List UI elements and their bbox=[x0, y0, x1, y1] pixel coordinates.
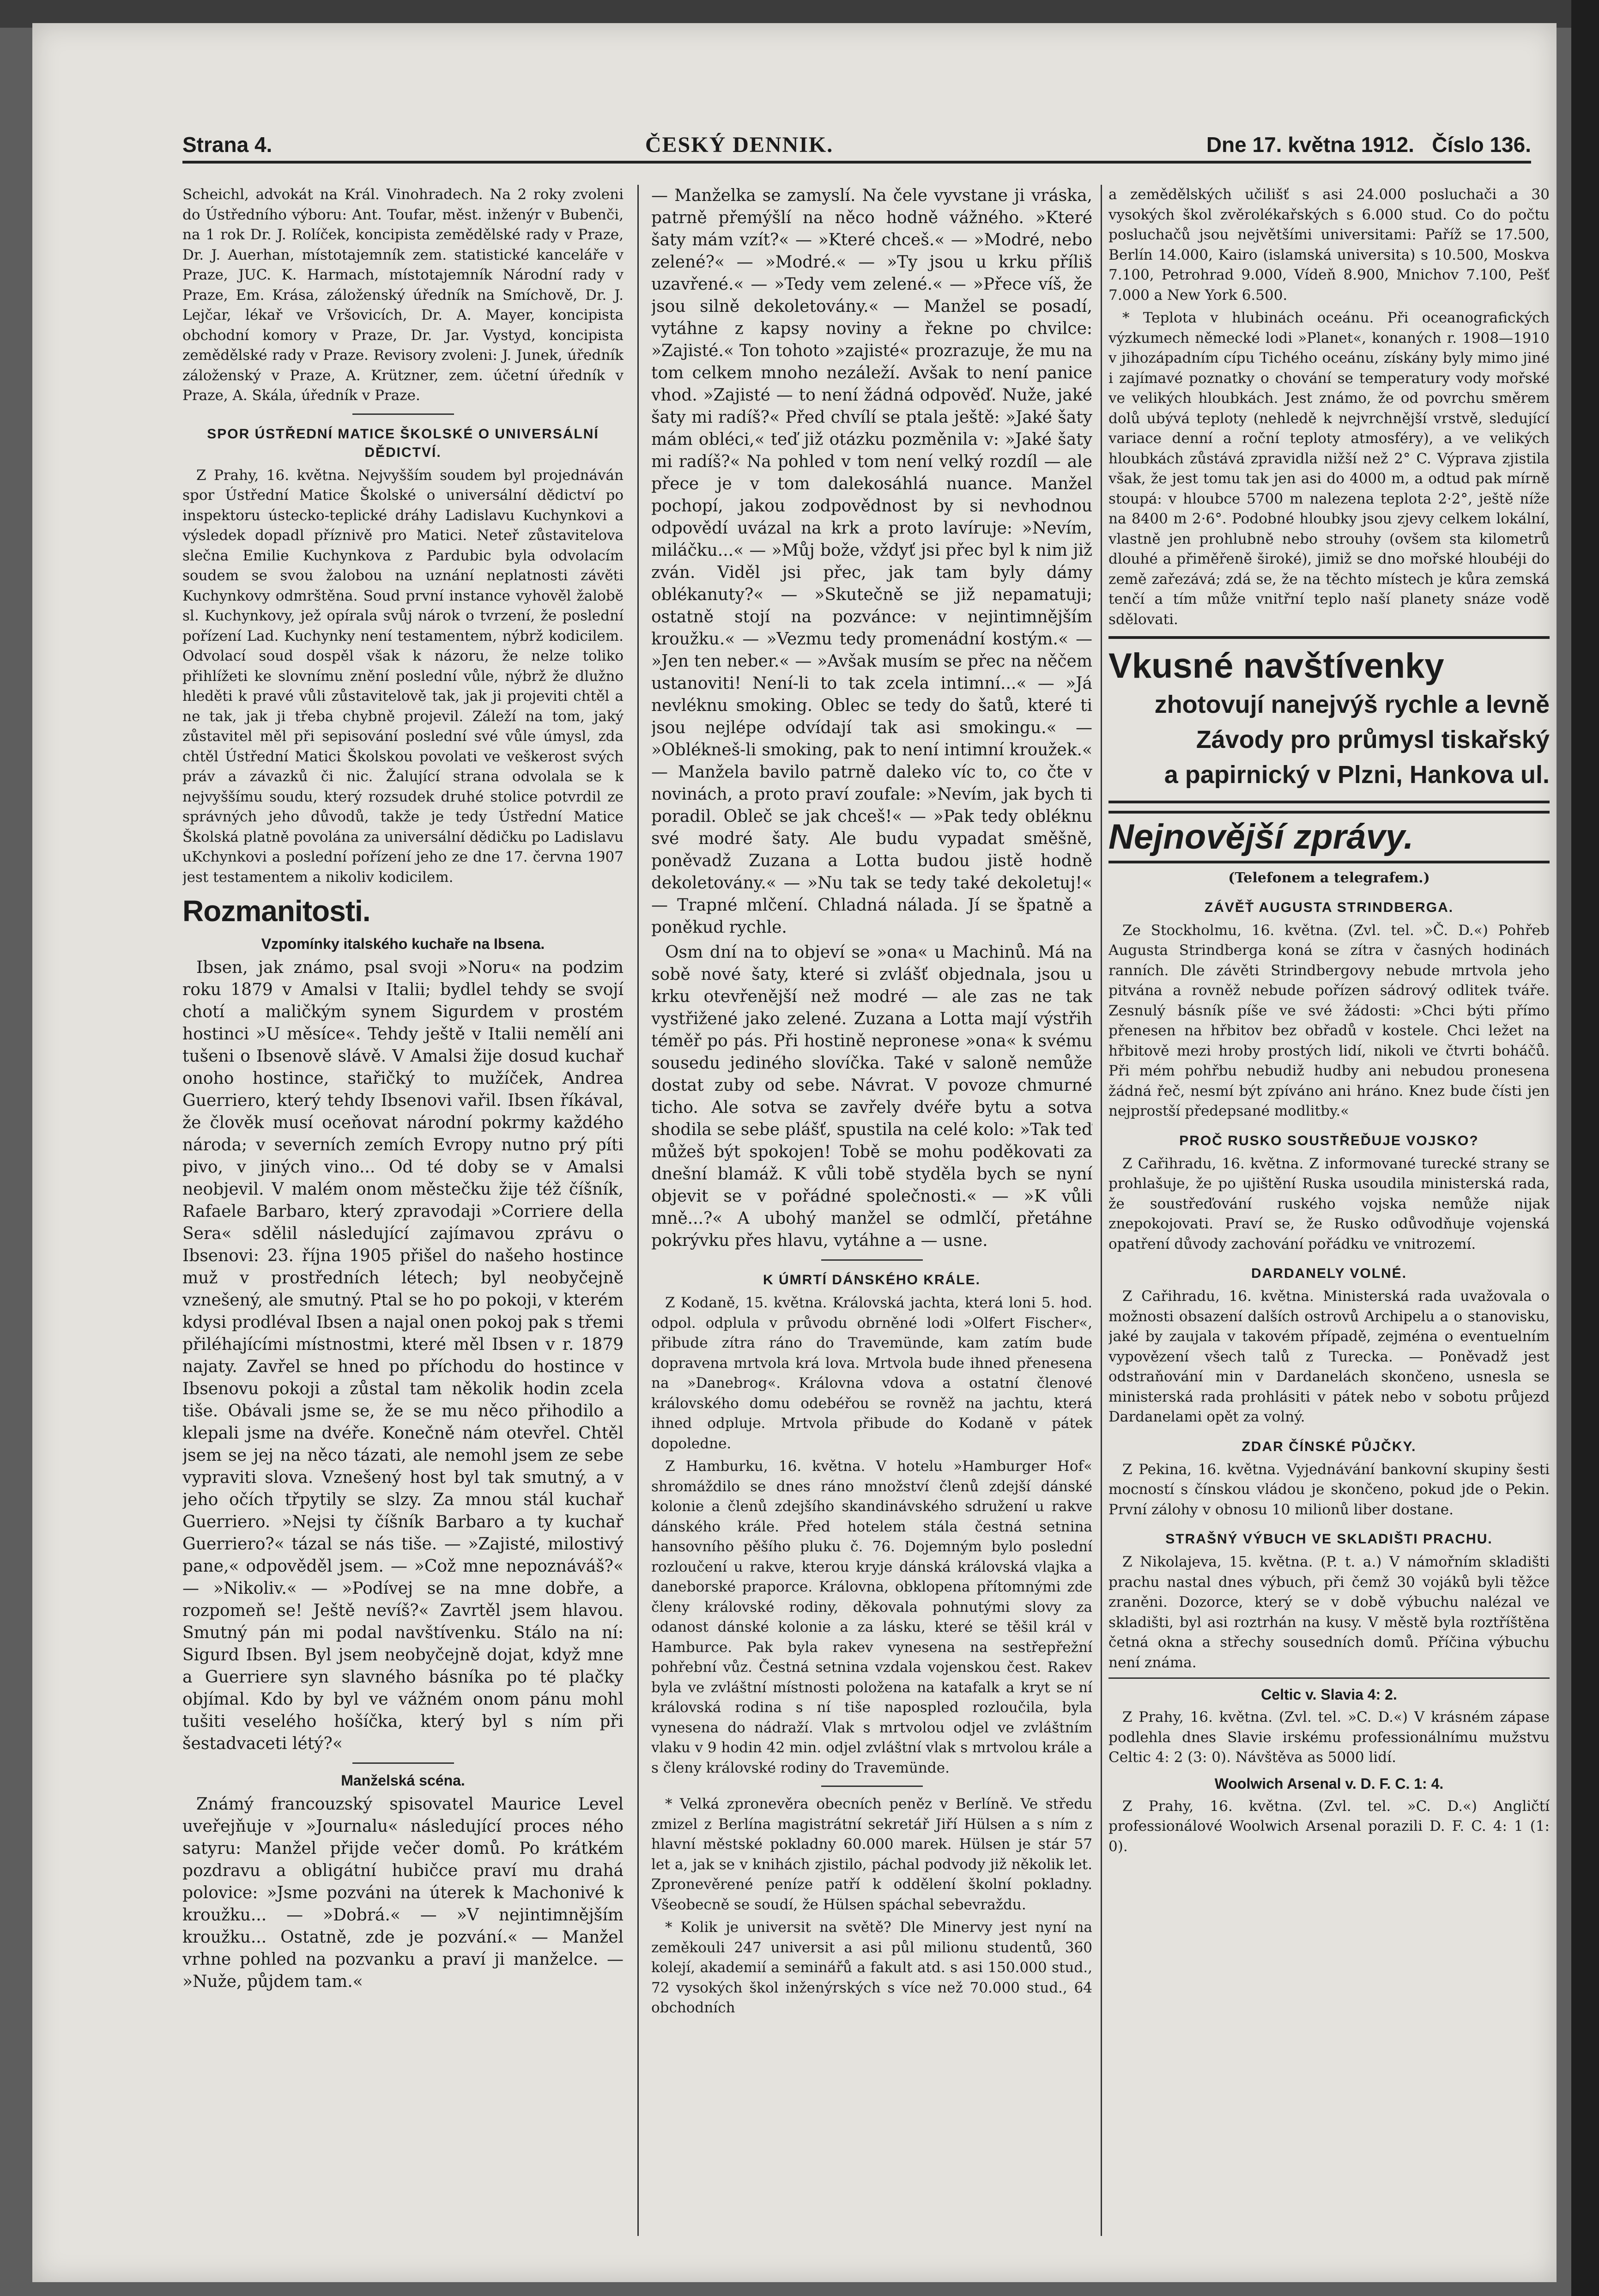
page-header bbox=[182, 128, 1531, 164]
column-rule-2 bbox=[1101, 185, 1102, 2236]
paragraph: Z Kodaně, 15. května. Královská jachta, která loni 5. hod. odpol. odplula v průvodu obrněné lodi »Olfert Fischer«, přibude zítra ráno do Travemünde, kam zatím bude dopravena mrtvola krá lova. Mrtvola bude ihned přenesena na »Danebrog«. Královna vdova a ostatní členové královského domu odebéřou se rovněž na jachtu, která ihned odpluje. Mrtvola přibude do Kodaně v pátek dopoledne. bbox=[651, 1294, 1092, 1452]
paragraph: Z Prahy, 16. května. (Zvl. tel. »C. D.«) V krásném zápase podlehla dnes Slavie irskému professionálnímu mužstvu Celtic 4: 2 (3: 0). Návštěva as 5000 lidí. bbox=[1108, 1709, 1550, 1766]
paragraph: Z Hamburku, 16. května. V hotelu »Hamburger Hof« shromáždilo se dnes ráno množství členů zdejší dánské kolonie a členů zdejšího skandinávského sdružení u rakve dánského krále. Před hotelem stála čestná setnina hansovního pěšího pluku č. 76. Dojemným bylo poslední rozloučení u rakve, kterou kryje dánská královská vlajka a daneborské praporce. Královna, obklopena přítomnými zde členy královské rodiny, děkovala pohnutými slovy za odanost dánské kolonie a za lásku, které se těšil král v Hamburce. Pak byla rakev vynesena na sestřepřežní pohřební vůz. Čestná setnina vzdala vojenskou čest. Rakev byla ve zvláštní místnosti položena na katafalk a kryt se ní královská rodina s ní tiše napospled rozloučila, byla vynesena do nádraží. Vlak s mrtvolou odjel ve zvláštním vlaku v 9 hodin 42 min. odjel zvláštní vlak s mrtvolou krále a s členy královské rodiny do Travemünde. bbox=[651, 1458, 1092, 1776]
ad-title: Vkusné navštívenky bbox=[1108, 646, 1444, 686]
divider bbox=[352, 413, 454, 415]
paragraph: Z Nikolajeva, 15. května. (P. t. a.) V námořním skladišti prachu nastal dnes výbuch, při čemž 30 vojáků byli těžce zraněni. Dozorce, který se v době výbuchu nalézal ve skladišti, byl asi roztrhán na kusy. V městě byla roztříštěna četná okna a střechy sousedních domů. Příčina výbuchu není známa. bbox=[1108, 1554, 1550, 1671]
column-2 bbox=[651, 185, 1092, 2241]
column-1 bbox=[182, 185, 624, 2241]
section-subtitle: (Telefonem a telegrafem.) bbox=[1228, 870, 1430, 886]
paragraph: Z Cařihradu, 16. května. Ministerská rada uvažovala o možnosti obsazení dalších ostrovů Archipelu a o stanovisku, jaké by zaujala v takovém případě, zejména o eventuelním vypovězení všech talů z Turecka. — Poněvadž jest odstraňování min v Dardanelách skončeno, usnesla se ministerská rada prohlásiti v pátek nebo v sobotu průjezd Dardanelami opět za volný. bbox=[1108, 1288, 1550, 1425]
paragraph: * Kolik je universit na světě? Dle Minervy jest nyní na zeměkouli 247 universit a asi půl milionu studentů, 360 kolejí, akademií a seminářů a fakult atd. s asi 150.000 stud., 72 vysokých škol inženýrských s více než 70.000 stud., 64 obchodních bbox=[651, 1919, 1092, 2016]
paragraph: Z Prahy, 16. května. (Zvl. tel. »C. D.«) Angličtí professionálové Woolwich Arsenal porazili D. F. C. 4: 1 (1: 0). bbox=[1108, 1798, 1550, 1855]
divider bbox=[1108, 1677, 1550, 1679]
divider bbox=[352, 1762, 454, 1764]
column-3 bbox=[1108, 185, 1550, 2241]
paragraph: Z Prahy, 16. května. Nejvyšším soudem byl projednáván spor Ústřední Matice Školské o universální dědictví po inspektoru ústecko-teplické dráhy Ladislavu Kuchynkovi a výsledek dopadl příznivě pro Matici. Neteř zůstavitelova slečna Emilie Kuchynkova z Pardubic byla odvolacím soudem se svou žalobou na uznání neplatnosti závěti Kuchynkovy odmrštěna. Soud první instance vyhověl žalobě sl. Kuchynkovy, jež opírala svůj nárok o tvrzení, že poslední pořízení Lad. Kuchynky není testamentem, nýbrž kodicilem. Odvolací soud dospěl však k názoru, že nelze toliko přihlížeti ke slovnímu znění poslední vůle, nýbrž že dlužno hleděti k pravé vůli zůstavitelově tak, jak ji projeviti chtěl a ne tak, jak ji třeba chybně projevil. Záleží na tom, jaký zůstavitel měl při sepisování poslední své vůle úmysl, zda chtěl Ústřední Matici Školskou povolati ve veškerost svých práv a závazků či nic. Žalující strana odvolala se k nejvyššímu soudu, který rozsudek druhé stolice potvrdil ze správných jeho důvodů, takže je tedy Ústřední Matice Školská platně povolána za universální dědičku po Ladislavu uKchynkovi a poslední pořízení jeho ze dne 17. června 1907 jest testamentem a nikoliv kodicilem. bbox=[182, 467, 624, 886]
article-heading: K ÚMRTÍ DÁNSKÉHO KRÁLE. bbox=[763, 1272, 981, 1288]
article-heading: DARDANELY VOLNÉ. bbox=[1251, 1266, 1407, 1281]
column-rule-1 bbox=[637, 185, 639, 2236]
paragraph: Ze Stockholmu, 16. května. (Zvl. tel. »Č. D.«) Pohřeb Augusta Strindberga koná se zítra v časných hodinách ranních. Dle závěti Strindbergovy nebude mrtvola jeho pitvána a rovněž nebude pořízen sádrový odlitek tváře. Zesnulý básník píše ve své žádosti: »Chci býti přímo přenesen na hřbitov bez obřadů v kostele. Chci ležet na hřbitově mezi hroby prostých lidí, nikoli ve čtvrti boháčů. Při mém pohřbu nebudiž hudby ani nebudou pronesena žádná řeč, nesmí být zpíváno ani hráno. Knez bude čísti jen nejprostší předepsané modlitby.« bbox=[1108, 922, 1550, 1119]
paragraph: Z Cařihradu, 16. května. Z informované turecké strany se prohlašuje, že po ujištění Ruska usoudila ministerská rada, že soustřeďování ruského vojska nemůže nijak znepokojovati. Praví se, že Rusko odůvodňuje vojenská opatření důvody zachování pořádku ve vnitrozemí. bbox=[1108, 1155, 1550, 1252]
ad-line: zhotovují nanejvýš rychle a levně bbox=[1154, 691, 1550, 718]
newspaper-title: ČESKÝ DENNIK. bbox=[645, 132, 834, 157]
divider bbox=[821, 1259, 923, 1261]
article-heading: PROČ RUSKO SOUSTŘEĎUJE VOJSKO? bbox=[1179, 1133, 1479, 1148]
scan-right-edge bbox=[1571, 0, 1599, 2296]
advertisement bbox=[1108, 636, 1550, 803]
paragraph: — Manželka se zamyslí. Na čele vyvstane ji vráska, patrně přemýšlí na něco hodně vážného. »Které šaty mám vzít?« — »Které chceš.« — »Modré, nebo zelené?« — »Modré.« — »Ty jsou u krku příliš uzavřené.« — »Tedy vem zelené.« — »Přece víš, že jsou silně dekoletovány.« — Manžel se posadí, vytáhne z kapsy noviny a řekne po chvilce: »Zajisté.« Ton tohoto »zajisté« prozrazuje, že mu na tom celkem mnoho nezáleží. Avšak to není panice vhod. »Zajisté — to není žádná odpověď. Nuže, jaké šaty mi radíš?« Před chvílí se ptala ještě: »Jaké šaty mám obléci,« teď již otázku pozměnila v: »Jaké šaty mi radíš?« Na pohled v tom není velký rozdíl — ale přece je v tom dalekosáhlá nuance. Manžel pochopí, jakou zodpovědnost by si nevhodnou odpovědí uvázal na krk a proto lavíruje: »Nevím, miláčku...« — »Můj bože, vždyť jsi přec byl k nim již zván. Viděl jsi přec, jak tam byly dámy oblékanuty?« — »Skutečně se již nepamatuji; ostatně stojí na pozvánce: v nejintimnějším kroužku.« — »Vezmu tedy promenádní kostým.« — »Jen ten neber.« — »Avšak musím se přec na něčem ustanoviti! Není-li to tak zcela intimní...« — »Já nevléknu smoking. Oblec se tedy do šatů, které ti jsou nejlépe odvídají tak asi smokingu.« — »Oblékneš-li smoking, pak to není intimní kroužek.« — Manžela bavilo patrně daleko víc to, co čte v novinách, a proto praví zoufale: »Nevím, jak bych ti poradil. Obleč se jak chceš!« — »Pak tedy obléknu své modré šaty. Ale budu vypadat směšně, poněvadž Zuzana a Lotta budou jistě hodně dekoletovány.« — »Nu tak se tedy také dekoletuj!« — Trapné mlčení. Chladná nálada. Jí se špatně a poněkud rychle. bbox=[651, 186, 1092, 937]
ad-line: a papirnický v Plzni, Hankova ul. bbox=[1164, 761, 1550, 789]
article-heading: Vzpomínky italského kuchaře na Ibsena. bbox=[261, 935, 545, 952]
article-heading: ZÁVĚŤ AUGUSTA STRINDBERGA. bbox=[1204, 899, 1454, 915]
divider bbox=[821, 1786, 923, 1787]
issue-number: Číslo 136. bbox=[1432, 133, 1531, 157]
section-title: Nejnovější zprávy. bbox=[1108, 811, 1550, 863]
article-heading: Manželská scéna. bbox=[341, 1772, 465, 1789]
ad-line: Závody pro průmysl tiskařský bbox=[1196, 726, 1550, 753]
paragraph: * Teplota v hlubinách oceánu. Při oceanografických výzkumech německé lodi »Planet«, konaných r. 1908—1910 v jihozápadním cípu Tichého oceánu, získány byly mimo jiné i zajímavé poznatky o chování se temperatury vody mořské ve velikých hloubkách. Jest známo, že od povrchu směrem dolů ubývá teploty (nehledě k nejvrchnější vrstvě, sledující variace denní a roční teploty atmosféry), a ve velikých hloubkách zůstává zpravidla nižší než 2° C. Výprava zjistila však, že jest tomu tak jen asi do 4000 m, a odtud pak mírně stoupá: v hloubce 5700 m nalezena teplota 2·2°, ještě níže na 8400 m 2·6°. Podobné hloubky jsou zjevy celkem lokální, vlastně jen prohlubně nebo strouhy (ovšem sta kilometrů dlouhé a přiměřeně široké), jimiž se dno mořské hloubéji do země zařezává; zdá se, že na těchto místech je kůra zemská tenčí a tím může vnitřní teplo naší planety snáze vodě sdělovati. bbox=[1108, 310, 1550, 628]
paragraph: a zemědělských učilišť s asi 24.000 posluchači a 30 vysokých škol zvěrolékařských s 6.000 stud. Co do počtu posluchačů jsou největšími universitami: Paříž se 17.500, Berlín 14.000, Kairo (islamská universita) s 10.500, Moskva 7.100, Petrohrad 9.000, Vídeň 8.900, Mnichov 7.100, Pešť 7.000 a New York 6.500. bbox=[1108, 186, 1550, 304]
article-heading: SPOR ÚSTŘEDNÍ MATICE ŠKOLSKÉ O UNIVERSÁLNÍ DĚDICTVÍ. bbox=[207, 426, 599, 460]
page-number: Strana 4. bbox=[182, 133, 273, 157]
article-heading: Celtic v. Slavia 4: 2. bbox=[1261, 1686, 1397, 1703]
article-heading: ZDAR ČÍNSKÉ PŮJČKY. bbox=[1242, 1439, 1417, 1454]
paragraph: Scheichl, advokát na Král. Vinohradech. Na 2 roky zvoleni do Ústředního výboru: Ant. Toufar, měst. inženýr v Bubenči, na 1 rok Dr. J. Rolíček, koncipista zemědělské rady v Praze, Dr. J. Auerhan, místotajemník zem. statistické kanceláře v Praze, JUC. K. Harmach, místotajemník Národní rady v Praze, Em. Krása, záloženský úředník na Smíchově, Dr. J. Lejčar, lékař ve Vršovicích, Dr. A. Mayer, koncipista obchodní komory v Praze, Dr. Jar. Vystyd, koncipista zemědělské rady v Praze. Revisory zvoleni: J. Junek, úředník záloženský v Praze, A. Krützner, zem. účetní úředník v Praze, A. Skála, úředník v Praze. bbox=[182, 186, 624, 404]
paragraph: Osm dní na to objeví se »ona« u Machinů. Má na sobě nové šaty, které si zvlášť objednala, jsou u krku otevřenější než modré — ale zas ne tak vystřižené jako zelené. Zuzana a Lotta mají výstřih téměř po pás. Při hostině nepronese »ona« k svému sousedu jediného slovíčka. Také v saloně nemůže dostat zuby od sebe. Návrat. V povoze chmurné ticho. Ale sotva se zavřely dvéře bytu a sotva shodila se sebe plášť, spustila na celé kolo: »Tak teď můžeš být spokojen! Tobě se mohu poděkovati za dnešní blamáž. K vůli tobě styděla bych se nyní objevit se v pořádné společnosti.« — »K vůli mně...?« A ubohý manžel se odmlčí, přetáhne pokrývku přes hlavu, vytáhne a — usne. bbox=[651, 943, 1092, 1250]
section-title: Rozmanitosti. bbox=[182, 894, 370, 928]
article-heading: STRAŠNÝ VÝBUCH VE SKLADIŠTI PRACHU. bbox=[1165, 1531, 1493, 1547]
issue-date: Dne 17. května 1912. bbox=[1206, 133, 1414, 157]
paragraph: Ibsen, jak známo, psal svoji »Noru« na podzim roku 1879 v Amalsi v Italii; bydlel tehdy se svojí chotí a maličkým synem Sigurdem v prostém hostinci »U měsíce«. Tehdy ještě v Italii nemělí ani tušeni o Ibsenově slávě. V Amalsi žije dosud kuchař onoho hostince, stařičký to mužíček, Andrea Guerriero, který tehdy Ibsenovi vařil. Ibsen říkával, že člověk musí oceňovat národní pokrmy každého národa; v severních zemích Evropy nutno prý píti pivo, v jiných vino... Od té doby se v Amalsi neobjevil. V malém onom městečku žije též číšník, Rafaele Barbaro, který zpravodaji »Corriere della Sera« sdělil následující zajímavou zprávu o Ibsenovi: 23. října 1905 přišel do našeho hostince muž v prostředních létech; byl neobyčejně vznešený, ale smutný. Ptal se ho po pokoji, v kterém kdysi prodléval Ibsen a najal onen pokoj pak s třemi přiléhajícími místnostmi, které měl Ibsen v r. 1879 najaty. Zavřel se hned po příchodu do hostince v Ibsenovu pokoji a zůstal tam několik hodin zcela tiše. Obávali jsme se, že se mu něco přihodilo a klepali jsme na dvéře. Konečně nám otevřel. Chtěl jsem se jej na něco tázati, ale nemohl jsem ze sebe vypraviti slova. Vznešený host byl tak smutný, a v jeho očích třpytily se slzy. Za mnou stál kuchař Guerriero. »Nejsi ty číšník Barbaro a ty kuchař Guerriero?« tázal se nás tiše. — »Zajisté, milostivý pane,« odpověděl jsem. — »Což mne nepoznáváš?« — »Nikoliv.« — »Podívej se na mne dobře, a rozpomeň se! Ještě nevíš?« Zavrtěl jsem hlavou. Smutný pán mi podal navštívenku. Stálo na ní: Sigurd Ibsen. Byl jsem neobyčejně dojat, když mne a Guerriere syn slavného básníka po té plačky objímal. Kdo by byl ve vážném onom pánu mohl tušiti veselého hošíčka, který byl s ním při šestadvaceti létý?« bbox=[182, 958, 624, 1753]
paragraph: Z Pekina, 16. května. Vyjednávání bankovní skupiny šesti mocností s čínskou vládou je skončeno, pokud jde o Pekin. První zálohy v obnosu 10 milionů liber dostane. bbox=[1108, 1461, 1550, 1518]
paragraph: Známý francouzský spisovatel Maurice Level uveřejňuje v »Journalu« následující proces ného satyru: Manžel přijde večer domů. Po krátkém pozdravu a obligátní hubičce praví mu drahá polovice: »Jsme pozváni na úterek k Machonivé k kroužku... — »Dobrá.« — »V nejintimnějším kroužku... Ostatně, zde je pozvání.« — Manžel vrhne pohled na pozvanku a praví ji manželce. — »Nuže, půjdem tam.« bbox=[182, 1795, 624, 1991]
paragraph: * Velká zpronevěra obecních peněz v Berlíně. Ve středu zmizel z Berlína magistrátní sekretář Jiří Hülsen a s ním z hlavní městské pokladny 60.000 marek. Hülsen je stár 57 let a, jak se v knihách zjistilo, páchal podvody již několik let. Zpronevěrené peníze patří k oddělení školní pokladny. Všeobecně se soudí, že Hülsen spáchal sebevraždu. bbox=[651, 1796, 1092, 1913]
article-heading: Woolwich Arsenal v. D. F. C. 1: 4. bbox=[1214, 1775, 1444, 1792]
